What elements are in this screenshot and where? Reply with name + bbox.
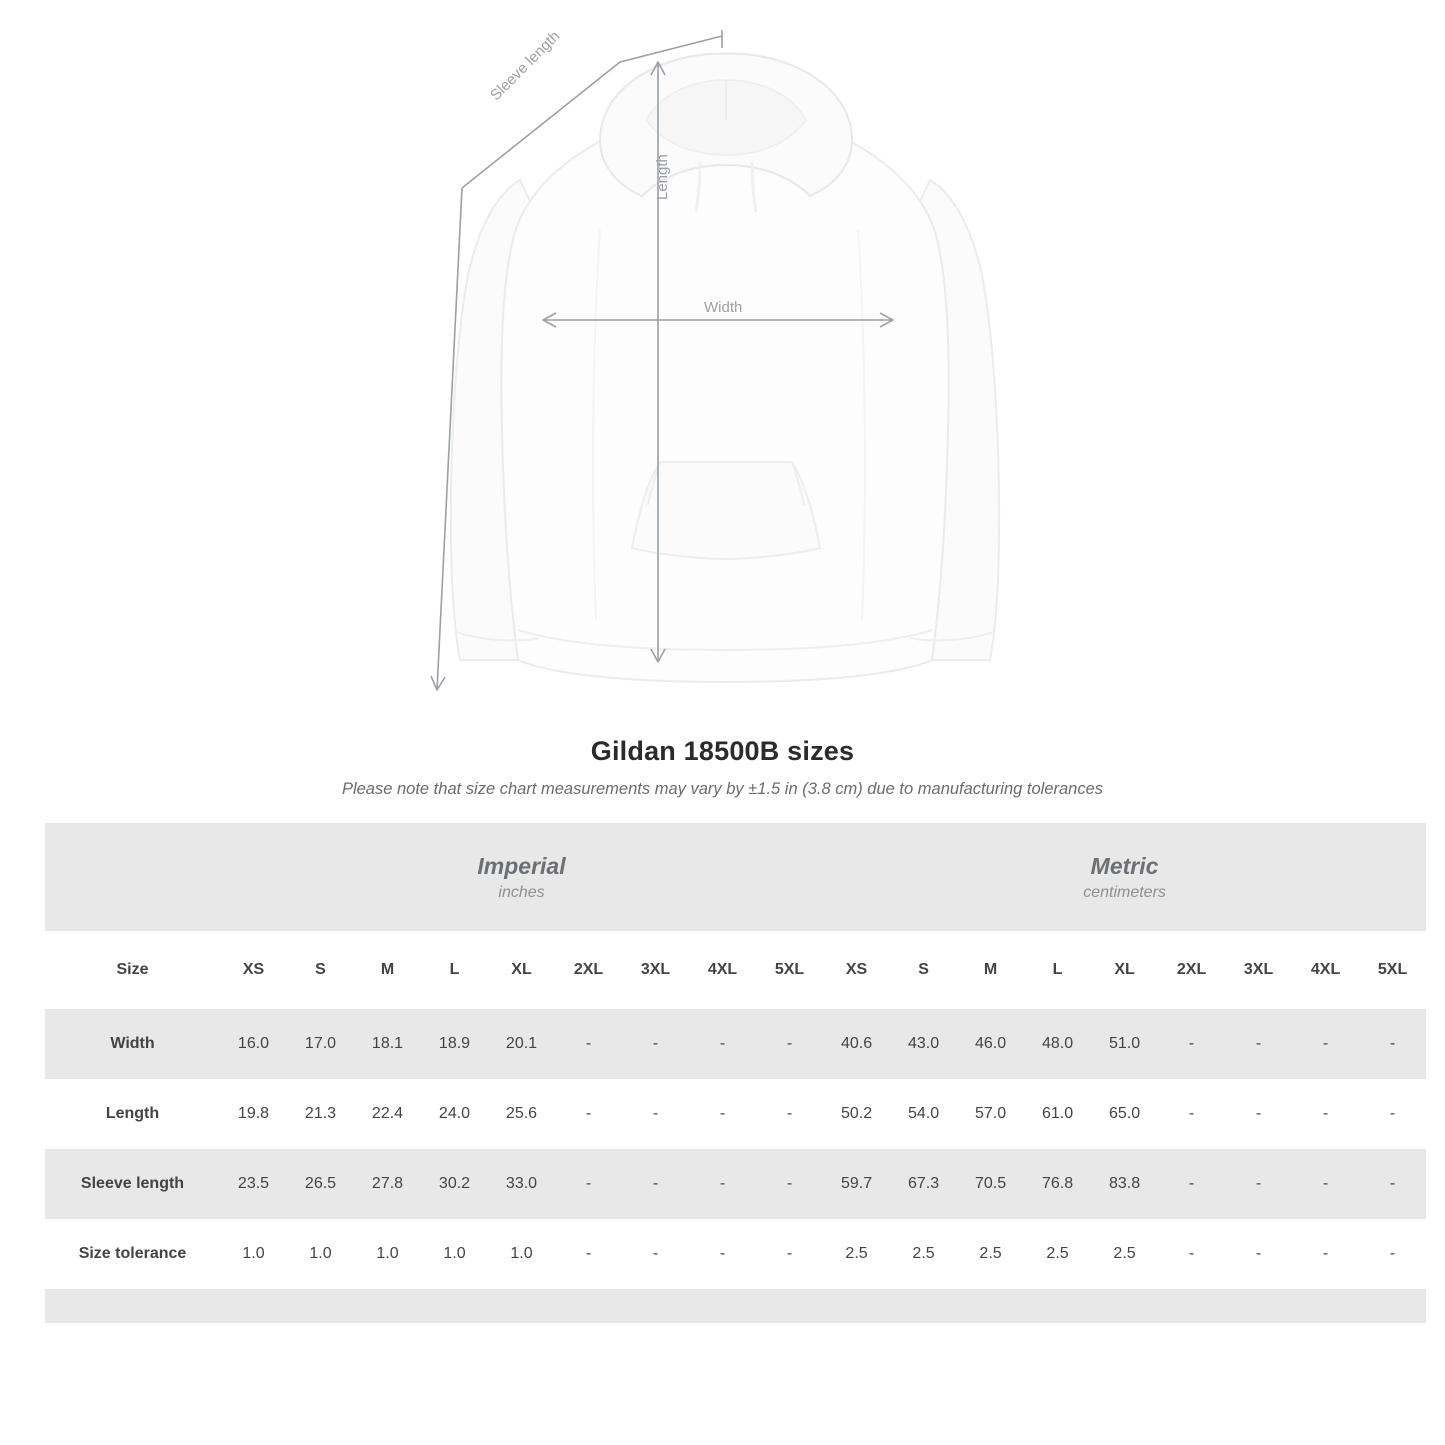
size-header-imperial-2xl: 2XL	[555, 931, 622, 1009]
size-header-row	[45, 931, 1426, 1009]
cell-size-tolerance-metric-s: 2.5	[890, 1219, 957, 1289]
cell-sleeve-length-imperial-l: 30.2	[421, 1149, 488, 1219]
size-header-metric-4xl: 4XL	[1292, 931, 1359, 1009]
cell-size-tolerance-imperial-4xl: -	[689, 1219, 756, 1289]
size-header-imperial-3xl: 3XL	[622, 931, 689, 1009]
size-header-imperial-5xl: 5XL	[756, 931, 823, 1009]
length-dimension-label: Length	[654, 154, 671, 200]
cell-length-metric-5xl: -	[1359, 1079, 1426, 1149]
cell-sleeve-length-metric-l: 76.8	[1024, 1149, 1091, 1219]
cell-sleeve-length-imperial-4xl: -	[689, 1149, 756, 1219]
cell-sleeve-length-imperial-m: 27.8	[354, 1149, 421, 1219]
size-chart-table-wrap	[45, 823, 1408, 1323]
cell-length-metric-3xl: -	[1225, 1079, 1292, 1149]
cell-sleeve-length-imperial-5xl: -	[756, 1149, 823, 1219]
table-row	[45, 1009, 1426, 1079]
cell-size-tolerance-metric-m: 2.5	[957, 1219, 1024, 1289]
cell-size-tolerance-metric-2xl: -	[1158, 1219, 1225, 1289]
page-title: Gildan 18500B sizes	[590, 736, 855, 766]
cell-sleeve-length-metric-4xl: -	[1292, 1149, 1359, 1219]
cell-size-tolerance-metric-4xl: -	[1292, 1219, 1359, 1289]
cell-length-metric-2xl: -	[1158, 1079, 1225, 1149]
cell-sleeve-length-imperial-xl: 33.0	[488, 1149, 555, 1219]
cell-size-tolerance-imperial-2xl: -	[555, 1219, 622, 1289]
cell-length-metric-xs: 50.2	[823, 1079, 890, 1149]
cell-sleeve-length-metric-3xl: -	[1225, 1149, 1292, 1219]
metric-sublabel: centimeters	[1083, 883, 1166, 901]
cell-size-tolerance-imperial-m: 1.0	[354, 1219, 421, 1289]
cell-sleeve-length-metric-s: 67.3	[890, 1149, 957, 1219]
footer-cell	[45, 1289, 1426, 1323]
size-header-metric-2xl: 2XL	[1158, 931, 1225, 1009]
imperial-label: Imperial	[477, 853, 566, 880]
row-label-length: Length	[45, 1079, 220, 1149]
cell-length-metric-xl: 65.0	[1091, 1079, 1158, 1149]
cell-width-imperial-xl: 20.1	[488, 1009, 555, 1079]
cell-width-imperial-4xl: -	[689, 1009, 756, 1079]
cell-sleeve-length-metric-m: 70.5	[957, 1149, 1024, 1219]
table-footer-strip	[45, 1289, 1426, 1323]
cell-length-imperial-3xl: -	[622, 1079, 689, 1149]
size-header-metric-m: M	[957, 931, 1024, 1009]
cell-width-imperial-3xl: -	[622, 1009, 689, 1079]
cell-size-tolerance-metric-xl: 2.5	[1091, 1219, 1158, 1289]
hoodie-shape	[451, 54, 999, 683]
size-header-metric-s: S	[890, 931, 957, 1009]
table-row	[45, 1219, 1426, 1289]
cell-length-metric-4xl: -	[1292, 1079, 1359, 1149]
size-header-metric-xl: XL	[1091, 931, 1158, 1009]
tolerance-note: Please note that size chart measurements may vary by ±1.5 in (3.8 cm) due to manufacturing tolerances	[341, 780, 1104, 798]
cell-width-metric-5xl: -	[1359, 1009, 1426, 1079]
cell-size-tolerance-imperial-l: 1.0	[421, 1219, 488, 1289]
size-header-imperial-xl: XL	[488, 931, 555, 1009]
cell-width-metric-3xl: -	[1225, 1009, 1292, 1079]
cell-width-imperial-l: 18.9	[421, 1009, 488, 1079]
cell-width-imperial-s: 17.0	[287, 1009, 354, 1079]
size-chart-table	[45, 823, 1426, 1323]
cell-sleeve-length-imperial-s: 26.5	[287, 1149, 354, 1219]
cell-width-metric-xl: 51.0	[1091, 1009, 1158, 1079]
size-header-imperial-m: M	[354, 931, 421, 1009]
cell-size-tolerance-imperial-s: 1.0	[287, 1219, 354, 1289]
imperial-unit-cell	[220, 823, 823, 931]
cell-length-metric-m: 57.0	[957, 1079, 1024, 1149]
metric-unit-cell	[823, 823, 1426, 931]
cell-length-imperial-xs: 19.8	[220, 1079, 287, 1149]
size-header-imperial-l: L	[421, 931, 488, 1009]
cell-size-tolerance-imperial-3xl: -	[622, 1219, 689, 1289]
cell-length-imperial-2xl: -	[555, 1079, 622, 1149]
cell-length-imperial-4xl: -	[689, 1079, 756, 1149]
cell-width-metric-l: 48.0	[1024, 1009, 1091, 1079]
cell-length-imperial-5xl: -	[756, 1079, 823, 1149]
cell-length-imperial-xl: 25.6	[488, 1079, 555, 1149]
cell-size-tolerance-metric-3xl: -	[1225, 1219, 1292, 1289]
row-label-sleeve-length: Sleeve length	[45, 1149, 220, 1219]
cell-width-metric-xs: 40.6	[823, 1009, 890, 1079]
cell-width-imperial-5xl: -	[756, 1009, 823, 1079]
title-block	[0, 736, 1445, 799]
metric-label: Metric	[1090, 853, 1159, 880]
size-header-metric-3xl: 3XL	[1225, 931, 1292, 1009]
cell-sleeve-length-imperial-2xl: -	[555, 1149, 622, 1219]
cell-sleeve-length-imperial-xs: 23.5	[220, 1149, 287, 1219]
width-dimension-label: Width	[704, 299, 743, 316]
table-row	[45, 1149, 1426, 1219]
size-header-imperial-s: S	[287, 931, 354, 1009]
cell-size-tolerance-metric-l: 2.5	[1024, 1219, 1091, 1289]
size-header-metric-5xl: 5XL	[1359, 931, 1426, 1009]
cell-length-metric-l: 61.0	[1024, 1079, 1091, 1149]
size-header-imperial-xs: XS	[220, 931, 287, 1009]
cell-size-tolerance-imperial-5xl: -	[756, 1219, 823, 1289]
imperial-sublabel: inches	[498, 883, 545, 901]
cell-sleeve-length-metric-2xl: -	[1158, 1149, 1225, 1219]
size-header-label: Size	[45, 931, 220, 1009]
sleeve-length-dimension-label: Sleeve length	[487, 27, 564, 105]
size-header-metric-xs: XS	[823, 931, 890, 1009]
cell-width-imperial-m: 18.1	[354, 1009, 421, 1079]
cell-sleeve-length-metric-xs: 59.7	[823, 1149, 890, 1219]
cell-sleeve-length-metric-xl: 83.8	[1091, 1149, 1158, 1219]
cell-width-metric-2xl: -	[1158, 1009, 1225, 1079]
cell-size-tolerance-metric-xs: 2.5	[823, 1219, 890, 1289]
cell-sleeve-length-imperial-3xl: -	[622, 1149, 689, 1219]
unit-header-row	[45, 823, 1426, 931]
row-label-width: Width	[45, 1009, 220, 1079]
cell-size-tolerance-metric-5xl: -	[1359, 1219, 1426, 1289]
row-label-size-tolerance: Size tolerance	[45, 1219, 220, 1289]
cell-length-metric-s: 54.0	[890, 1079, 957, 1149]
cell-width-metric-s: 43.0	[890, 1009, 957, 1079]
unit-row-spacer	[45, 823, 220, 931]
cell-size-tolerance-imperial-xs: 1.0	[220, 1219, 287, 1289]
cell-length-imperial-s: 21.3	[287, 1079, 354, 1149]
cell-width-metric-m: 46.0	[957, 1009, 1024, 1079]
cell-size-tolerance-imperial-xl: 1.0	[488, 1219, 555, 1289]
cell-width-metric-4xl: -	[1292, 1009, 1359, 1079]
cell-width-imperial-xs: 16.0	[220, 1009, 287, 1079]
cell-length-imperial-m: 22.4	[354, 1079, 421, 1149]
size-header-metric-l: L	[1024, 931, 1091, 1009]
cell-length-imperial-l: 24.0	[421, 1079, 488, 1149]
size-header-imperial-4xl: 4XL	[689, 931, 756, 1009]
cell-width-imperial-2xl: -	[555, 1009, 622, 1079]
table-row	[45, 1079, 1426, 1149]
cell-sleeve-length-metric-5xl: -	[1359, 1149, 1426, 1219]
